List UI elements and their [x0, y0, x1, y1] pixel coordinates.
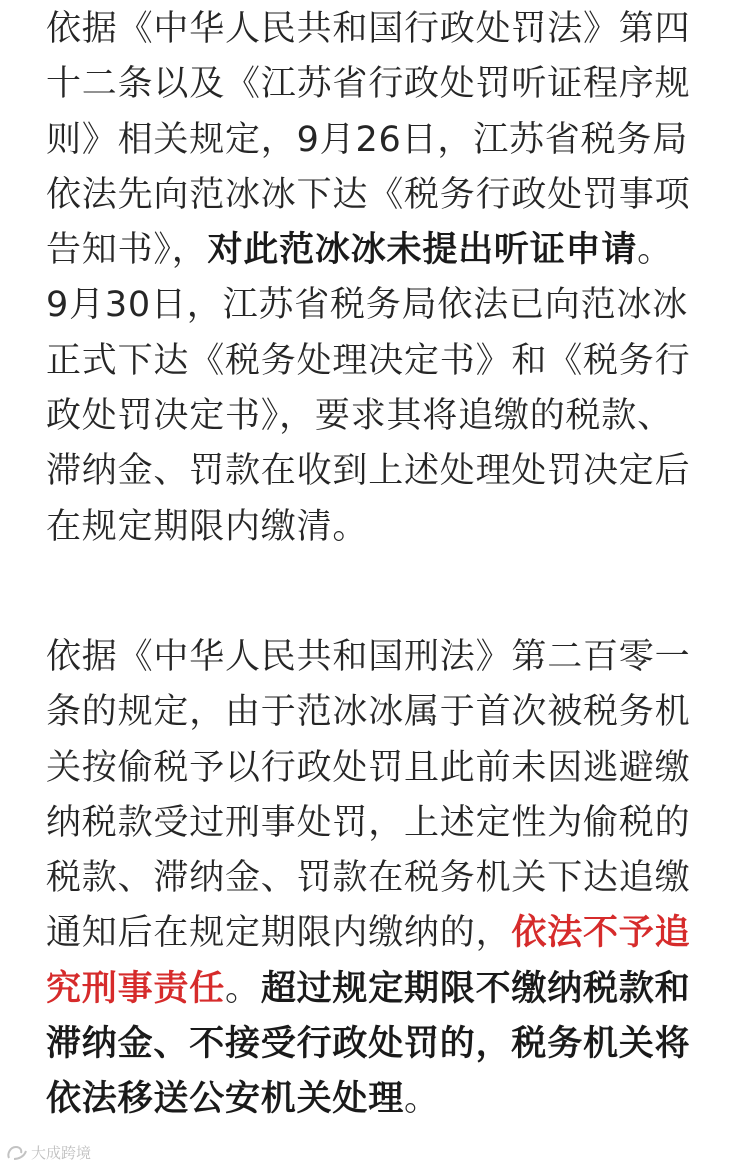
- text-run: 。: [225, 968, 261, 1009]
- text-line: [46, 113, 714, 168]
- highlight-text: 究刑事责任: [46, 968, 226, 1009]
- text-run: 9月30日，江苏省税务局依法已向范冰冰: [46, 285, 689, 326]
- text-run: 十二条以及《江苏省行政处罚听证程序规: [46, 64, 691, 105]
- paragraph-1: [46, 2, 714, 555]
- text-run: 。: [404, 1079, 440, 1120]
- text-run: 滞纳金、罚款在收到上述处理处罚决定后: [46, 451, 691, 492]
- text-line: [46, 796, 714, 851]
- watermark: [6, 1142, 91, 1163]
- text-run: 条的规定，由于范冰冰属于首次被税务机: [46, 692, 691, 733]
- text-run: 关按偷税予以行政处罚且此前未因逃避缴: [46, 747, 691, 788]
- text-line: [46, 741, 714, 796]
- text-run: 纳税款受过刑事处罚，上述定性为偷税的: [46, 802, 691, 843]
- bold-text: 滞纳金、不接受行政处罚的，税务机关将: [46, 1024, 691, 1065]
- app-logo-icon: [6, 1144, 28, 1162]
- text-run: 正式下达《税务处理决定书》和《税务行: [46, 340, 691, 381]
- text-run: 依法先向范冰冰下达《税务行政处罚事项: [46, 174, 691, 215]
- text-line: [46, 389, 714, 444]
- text-run: 依据《中华人民共和国行政处罚法》第四: [46, 9, 691, 49]
- text-line: [46, 444, 714, 499]
- paragraph-gap: [46, 555, 714, 630]
- text-run: 则》相关规定，9月26日，江苏省税务局: [46, 119, 689, 160]
- text-line: [46, 1017, 714, 1072]
- text-line: [46, 685, 714, 740]
- text-line: [46, 168, 714, 223]
- highlight-text: 依法不予追: [511, 913, 691, 954]
- text-run: 政处罚决定书》，要求其将追缴的税款、: [46, 396, 673, 437]
- paragraph-2: [46, 630, 714, 1128]
- text-line: [46, 962, 714, 1017]
- watermark-text: 大成跨境: [31, 1144, 92, 1162]
- text-line: [46, 278, 714, 333]
- text-line: [46, 1072, 714, 1127]
- bold-text: 依法移送公安机关处理: [46, 1079, 405, 1120]
- text-line: [46, 500, 714, 555]
- text-run: 告知书》，: [46, 230, 208, 271]
- text-run: 在规定期限内缴清。: [46, 506, 369, 547]
- bold-text: 对此范冰冰未提出听证申请: [207, 230, 638, 271]
- bold-text: 超过规定期限不缴纳税款和: [260, 968, 691, 1009]
- text-line: [46, 851, 714, 906]
- text-run: 通知后在规定期限内缴纳的，: [46, 913, 512, 954]
- text-line: [46, 906, 714, 961]
- article-body: [46, 2, 714, 1128]
- text-run: 税款、滞纳金、罚款在税务机关下达追缴: [46, 858, 691, 899]
- text-line: [46, 223, 714, 278]
- text-line: [46, 2, 714, 57]
- text-run: 依据《中华人民共和国刑法》第二百零一: [46, 636, 691, 677]
- text-line: [46, 334, 714, 389]
- text-run: 。: [637, 230, 673, 271]
- text-line: [46, 630, 714, 685]
- text-line: [46, 57, 714, 112]
